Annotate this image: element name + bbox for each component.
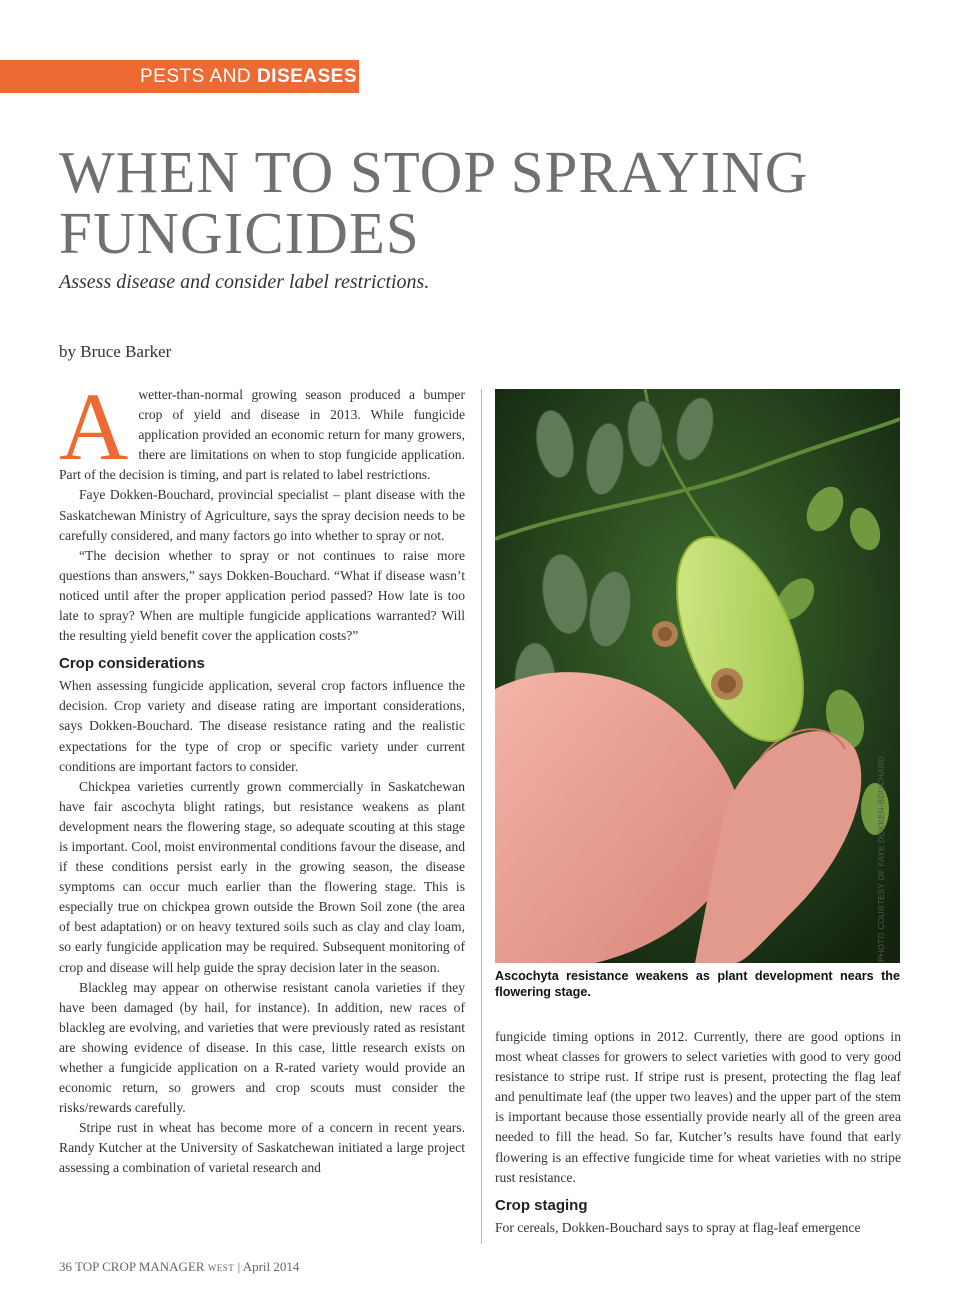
footer-separator: | bbox=[237, 1259, 241, 1274]
section-banner bbox=[0, 60, 359, 93]
paragraph: For cereals, Dokken-Bouchard says to spray at flag-leaf emergence bbox=[495, 1219, 861, 1235]
page-footer bbox=[59, 1259, 299, 1275]
paragraph: Stripe rust in wheat has become more of a concern in recent years. Randy Kutcher at the University of Saskatchewan initiated a large project assessing a combination of varietal research and bbox=[59, 1120, 465, 1176]
byline: by Bruce Barker bbox=[59, 342, 172, 361]
subheading-crop-considerations: Crop considerations bbox=[59, 655, 205, 673]
paragraph: Faye Dokken-Bouchard, provincial specialist – plant disease with the Saskatchewan Ministry of Agriculture, says the spray decision needs to be carefully considered, and many factors go into whether to spray or not. bbox=[59, 487, 465, 543]
page-number: 36 bbox=[59, 1259, 72, 1274]
photo-caption: Ascochyta resistance weakens as plant development nears the flowering stage. bbox=[495, 969, 900, 999]
article-subtitle: Assess disease and consider label restrictions. bbox=[59, 271, 430, 293]
paragraph: Blackleg may appear on otherwise resistant canola varieties if they have been damaged (by hail, for instance). In addition, new races of blackleg are evolving, and varieties that were previously rated as resistant are showing evidence of disease. In this case, little research exists on whether a fungicide application on a R-rated variety would provide an economic return, so growers and crop scouts must consider the risks/rewards carefully. bbox=[59, 979, 465, 1116]
section-label-light: PESTS AND bbox=[140, 66, 252, 87]
section-label-bold: DISEASES bbox=[256, 66, 358, 87]
photo-credit: PHOTO COURTESY OF FAYE DOKKEN-BOUCHARD bbox=[877, 756, 886, 962]
subheading-crop-staging: Crop staging bbox=[495, 1196, 588, 1214]
issue-date: April 2014 bbox=[242, 1259, 300, 1274]
paragraph: “The decision whether to spray or not continues to raise more questions than answers,” says Dokken-Bouchard. “What if disease wasn’t noticed until after the proper application period passed? How late is too late to spray? When are multiple fungicide applications warranted? Will the resulting yield benefit cover the application costs?” bbox=[59, 547, 465, 644]
magazine-name: TOP CROP MANAGER bbox=[75, 1259, 205, 1274]
right-column bbox=[495, 1027, 901, 1238]
paragraph-intro: wetter-than-normal growing season produced a bumper crop of yield and disease in 2013. While fungicide application provided an economic return for many growers, there are limitations on when to stop fungicide application. Part of the decision is timing, and part is related to label restrictions. bbox=[59, 387, 465, 483]
article-title: WHEN TO STOP SPRAYING FUNGICIDES bbox=[59, 139, 809, 266]
paragraph: Chickpea varieties currently grown commercially in Saskatchewan have fair ascochyta blight ratings, but resistance weakens as plant development nears the flowering stage, so adequate scouting at this stage is important. Cool, moist environmental conditions favour the disease, and if these conditions persist early in the growing season, the disease symptoms can occur much earlier than the flowering stage. This is especially true on chickpea grown outside the Brown Soil zone (the area of best adaptation) or on heavy textured soils such as clay and clay loam, so early fungicide application may be required. Subsequent monitoring of crop and disease will help guide the spray decision later in the season. bbox=[59, 778, 465, 975]
magazine-edition: WEST bbox=[207, 1263, 235, 1273]
chickpea-photo bbox=[495, 389, 900, 963]
drop-cap: A bbox=[59, 373, 129, 480]
column-divider bbox=[481, 389, 482, 1244]
left-column bbox=[59, 373, 465, 1179]
paragraph: fungicide timing options in 2012. Currently, there are good options in most wheat classes for growers to select varieties with good to very good resistance to stripe rust. If stripe rust is present, protecting the flag leaf and penultimate leaf (the upper two leaves) and the upper part of the stem is important because those essentially provide nearly all of the green area needed to fill the head. So far, Kutcher’s results have found that early flowering is an effective fungicide time for wheat varieties with no stripe rust resistance. bbox=[495, 1029, 901, 1185]
paragraph: When assessing fungicide application, several crop factors influence the decision. Crop variety and disease rating are important considerations, says Dokken-Bouchard. The disease resistance rating and the realistic expectations for the type of crop or specific variety under current conditions are important factors to consider. bbox=[59, 678, 465, 774]
